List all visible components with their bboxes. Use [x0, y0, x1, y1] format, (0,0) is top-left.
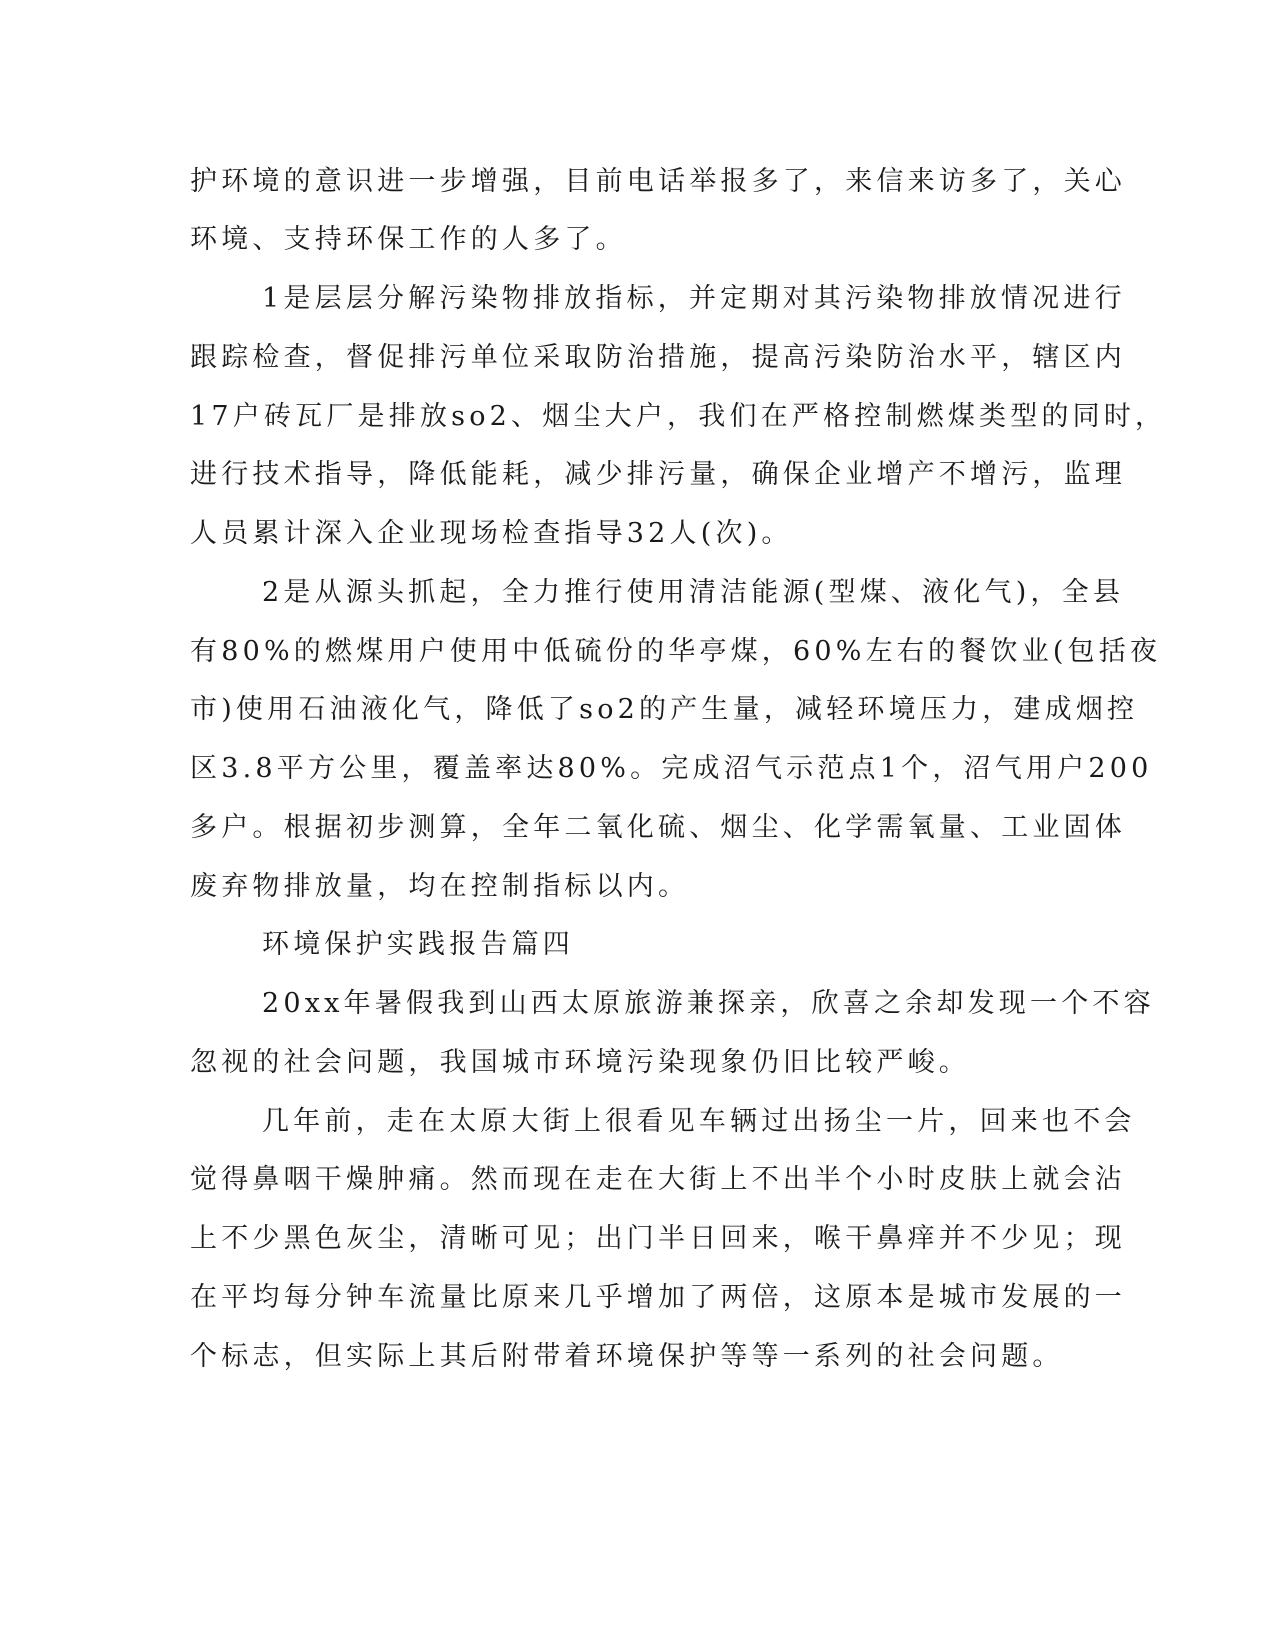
paragraph-line: 2是从源头抓起，全力推行使用清洁能源(型煤、液化气)，全县 [262, 577, 1125, 608]
paragraph-line: 进行技术指导，降低能耗，减少排污量，确保企业增产不增污，监理 [190, 459, 1126, 490]
paragraph-line: 跟踪检查，督促排污单位采取防治措施，提高污染防治水平，辖区内 [190, 342, 1126, 373]
paragraph-line: 17户砖瓦厂是排放so2、烟尘大户，我们在严格控制燃煤类型的同时， [190, 401, 1167, 432]
paragraph-line: 人员累计深入企业现场检查指导32人(次)。 [190, 518, 793, 549]
paragraph-line: 1是层层分解污染物排放指标，并定期对其污染物排放情况进行 [262, 283, 1126, 314]
paragraph-line: 废弃物排放量，均在控制指标以内。 [190, 871, 690, 902]
paragraph-line: 多户。根据初步测算，全年二氧化硫、烟尘、化学需氧量、工业固体 [190, 812, 1126, 843]
paragraph-line: 忽视的社会问题，我国城市环境污染现象仍旧比较严峻。 [190, 1047, 970, 1078]
paragraph-line: 20xx年暑假我到山西太原旅游兼探亲，欣喜之余却发现一个不容 [262, 988, 1155, 1019]
paragraph-line: 区3.8平方公里，覆盖率达80%。完成沼气示范点1个，沼气用户200 [190, 753, 1153, 784]
paragraph-line: 市)使用石油液化气，降低了so2的产生量，减轻环境压力，建成烟控 [190, 694, 1139, 725]
paragraph-line: 有80%的燃煤用户使用中低硫份的华亭煤，60%左右的餐饮业(包括夜 [190, 636, 1162, 667]
paragraph-line: 几年前，走在太原大街上很看见车辆过出扬尘一片，回来也不会 [262, 1106, 1136, 1137]
paragraph-line: 个标志，但实际上其后附带着环境保护等等一系列的社会问题。 [190, 1341, 1064, 1372]
paragraph-line: 在平均每分钟车流量比原来几乎增加了两倍，这原本是城市发展的一 [190, 1282, 1126, 1313]
paragraph-line: 环境、支持环保工作的人多了。 [190, 224, 627, 255]
paragraph-line: 护环境的意识进一步增强，目前电话举报多了，来信来访多了，关心 [190, 166, 1126, 197]
section-heading: 环境保护实践报告篇四 [262, 929, 574, 960]
paragraph-line: 觉得鼻咽干燥肿痛。然而现在走在大街上不出半个小时皮肤上就会沾 [190, 1164, 1126, 1195]
paragraph-line: 上不少黑色灰尘，清晰可见；出门半日回来，喉干鼻痒并不少见；现 [190, 1223, 1126, 1254]
